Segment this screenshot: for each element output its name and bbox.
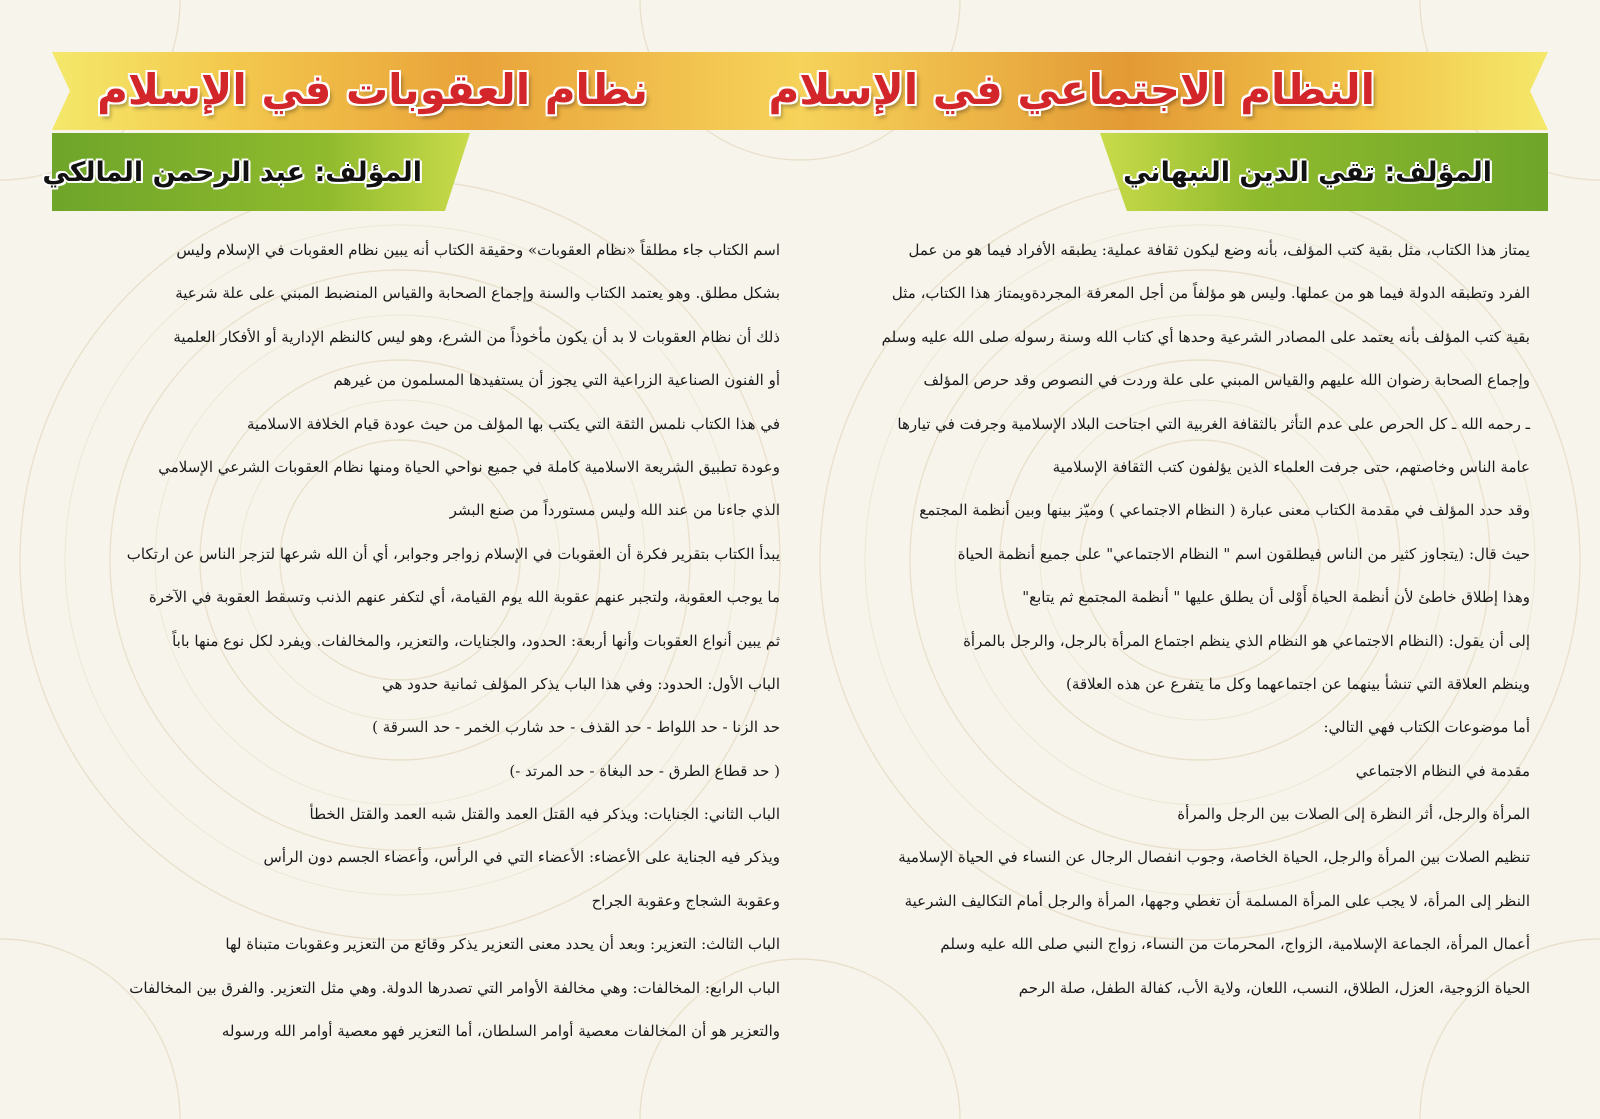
text-line: الفرد وتطبقه الدولة فيما هو من عملها. وليس هو مؤلفاً من أجل المعرفة المجردةويمتاز هذا الكتاب، مثل (891, 284, 1530, 303)
text-line: الحياة الزوجية، العزل، الطلاق، النسب، اللعان، ولاية الأب، كفالة الطفل، صلة الرحم (1018, 978, 1530, 997)
left-book-description (58, 229, 780, 1053)
text-line: الباب الثاني: الجنايات: ويذكر فيه القتل العمد والقتل شبه العمد والقتل الخطأ (309, 805, 780, 824)
text-line: حد الزنا - حد اللواط - حد القذف - حد شارب الخمر - حد السرقة ) (372, 718, 780, 737)
right-book-author: المؤلف: تقي الدين النبهاني (1123, 157, 1492, 188)
text-line: اسم الكتاب جاء مطلقاً «نظام العقوبات» وحقيقة الكتاب أنه يبين نظام العقوبات في الإسلام وليس (176, 241, 780, 259)
left-book-author: المؤلف: عبد الرحمن المالكي (42, 157, 422, 188)
text-line: وينظم العلاقة التي تنشأ بينهما عن اجتماعهما وكل ما يتفرع عن هذه العلاقة) (1066, 674, 1530, 693)
left-book-title: نظام العقوبات في الإسلام (97, 65, 648, 114)
text-line: وهذا إطلاق خاطئ لأن أنظمة الحياة أَوْلى أن يطلق عليها " أنظمة المجتمع ثم يتابع" (1022, 588, 1530, 607)
text-line: يبدأ الكتاب بتقرير فكرة أن العقوبات في الإسلام زواجر وجوابر، أي أن الله شرعها لتزجر الناس عن ارتكاب (126, 544, 780, 563)
text-line: ويذكر فيه الجناية على الأعضاء: الأعضاء التي في الرأس، وأعضاء الجسم دون الرأس (263, 848, 780, 867)
text-line: وعقوبة الشجاج وعقوبة الجراح (591, 891, 780, 910)
text-line: حيث قال: (يتجاوز كثير من الناس فيطلقون اسم " النظام الاجتماعي" على جميع أنظمة الحياة (957, 544, 1530, 563)
text-line: إلى أن يقول: (النظام الاجتماعي هو النظام الذي ينظم اجتماع المرأة بالرجل، والرجل بالمرأة (963, 631, 1530, 650)
text-line: ـ رحمه الله ـ كل الحرص على عدم التأثر بالثقافة الغربية التي اجتاحت البلاد الإسلامية وجرفت في تيارها (897, 414, 1530, 433)
text-line: ( حد قطاع الطرق - حد البغاة - حد المرتد -) (509, 761, 780, 780)
text-line: بشكل مطلق. وهو يعتمد الكتاب والسنة وإجماع الصحابة والقياس المنضبط المبني على علة شرعية (175, 284, 780, 303)
text-line: ثم يبين أنواع العقوبات وأنها أربعة: الحدود، والجنايات، والتعزير، والمخالفات. ويفرد لكل نوع منها باباً (172, 631, 780, 650)
text-line: وعودة تطبيق الشريعة الاسلامية كاملة في جميع نواحي الحياة ومنها نظام العقوبات الشرعي الإسلامي (158, 457, 780, 476)
text-line: ذلك أن نظام العقوبات لا بد أن يكون مأخوذاً من الشرع، وهو ليس كالنظم الإدارية أو الأفكار العلمية (173, 327, 780, 346)
text-line: يمتاز هذا الكتاب، مثل بقية كتب المؤلف، بأنه وضع ليكون ثقافة عملية: يطبقه الأفراد فيما هو من عمل (908, 241, 1530, 259)
text-line: تنظيم الصلات بين المرأة والرجل، الحياة الخاصة، وجوب انفصال الرجال عن النساء في الحياة الإسلامية (898, 848, 1530, 867)
text-line: أو الفنون الصناعية الزراعية التي يجوز أن يستفيدها المسلمون من غيرهم (333, 371, 780, 390)
text-line: الذي جاءنا من عند الله وليس مستورداً من صنع البشر (449, 501, 780, 520)
right-book-description (810, 229, 1530, 1010)
text-line: ما يوجب العقوبة، ولتجبر عنهم عقوبة الله يوم القيامة، أي لتكفر عنهم الذنب وتسقط العقوبة في الآخرة (148, 588, 780, 607)
text-line: النظر إلى المرأة، لا يجب على المرأة المسلمة أن تغطي وجهها، المرأة والرجل أمام التكاليف الشرعية (904, 891, 1530, 910)
text-line: الباب الثالث: التعزير: وبعد أن يحدد معنى التعزير يذكر وقائع من التعزير وعقوبات متبناة لها (225, 935, 780, 954)
text-line: بقية كتب المؤلف بأنه يعتمد على المصادر الشرعية وحدها أي كتاب الله وسنة رسوله صلى الله عليه وسلم (881, 327, 1530, 346)
right-book-title: النظام الاجتماعي في الإسلام (768, 65, 1375, 114)
text-line: وقد حدد المؤلف في مقدمة الكتاب معنى عبارة ( النظام الاجتماعي ) وميّز بينها وبين أنظمة المجتمع (919, 501, 1530, 520)
text-line: أعمال المرأة، الجماعة الإسلامية، الزواج، المحرمات من النساء، زواج النبي صلى الله عليه وسلم (940, 935, 1530, 954)
text-line: الباب الرابع: المخالفات: وهي مخالفة الأوامر التي تصدرها الدولة. وهي مثل التعزير. والفرق بين المخالفات (129, 978, 780, 997)
text-line: وإجماع الصحابة رضوان الله عليهم والقياس المبني على علة وردت في النصوص وقد حرص المؤلف (923, 371, 1530, 390)
text-line: أما موضوعات الكتاب فهي التالي: (1323, 718, 1530, 737)
text-line: عامة الناس وخاصتهم، حتى جرفت العلماء الذين يؤلفون كتب الثقافة الإسلامية (1052, 457, 1530, 476)
text-line: في هذا الكتاب نلمس الثقة التي يكتب بها المؤلف من حيث عودة قيام الخلافة الاسلامية (246, 414, 780, 433)
text-line: الباب الأول: الحدود: وفي هذا الباب يذكر المؤلف ثمانية حدود هي (381, 674, 780, 693)
text-line: المرأة والرجل، أثر النظرة إلى الصلات بين الرجل والمرأة (1177, 805, 1530, 824)
text-line: مقدمة في النظام الاجتماعي (1355, 761, 1530, 780)
text-line: والتعزير هو أن المخالفات معصية أوامر السلطان، أما التعزير فهو معصية أوامر الله ورسوله (221, 1022, 780, 1041)
